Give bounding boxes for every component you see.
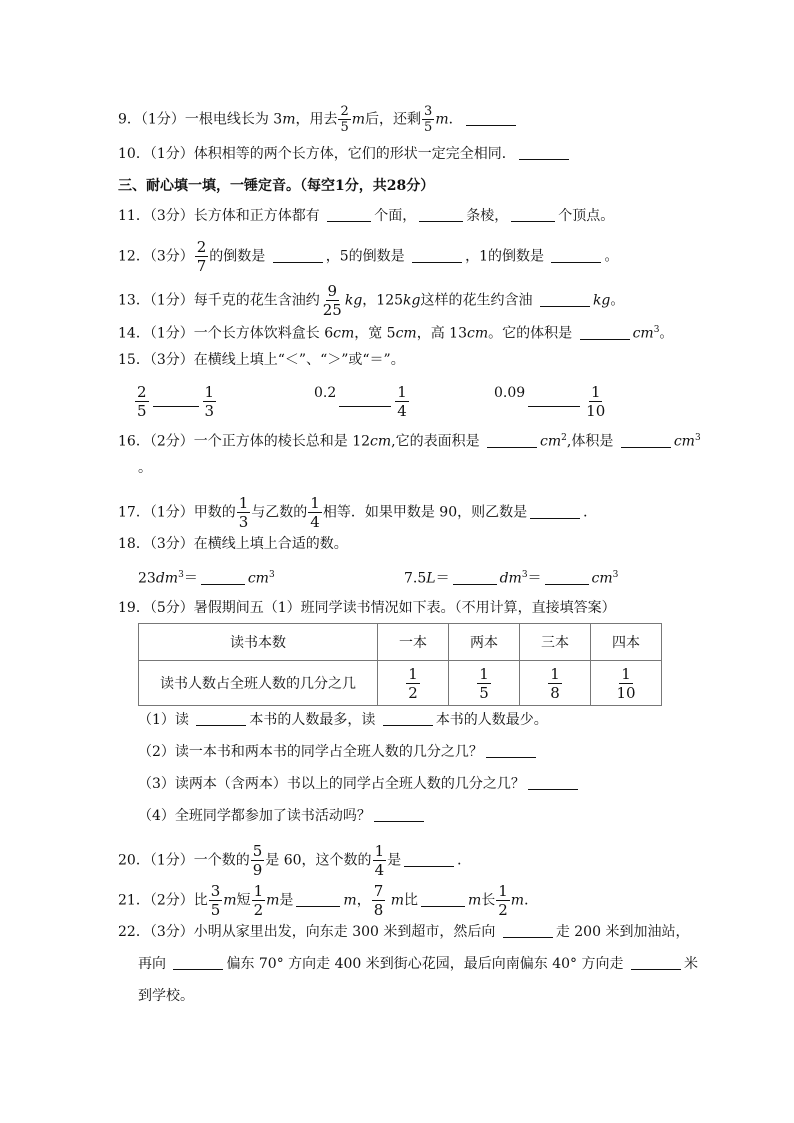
unit: m [467, 892, 482, 909]
answer-blank[interactable] [153, 392, 199, 407]
numerator: 1 [310, 494, 320, 512]
question-points: （3分） [149, 352, 194, 368]
question-22 [118, 922, 689, 942]
equals-sign: ＝ [527, 570, 542, 587]
compare-row [314, 382, 410, 420]
numerator: 9 [327, 282, 338, 300]
question-15 [118, 350, 405, 370]
question-11 [118, 206, 614, 226]
conversion-right [404, 565, 618, 589]
question-13 [118, 282, 624, 319]
question-text: 这样的花生约含油 [420, 292, 537, 309]
numerator: 1 [479, 664, 489, 683]
numerator: 2 [196, 238, 207, 256]
question-22-line-2 [138, 954, 698, 974]
answer-blank[interactable] [327, 207, 371, 222]
unit: dm [499, 570, 522, 587]
denominator: 4 [397, 401, 407, 420]
superscript: 3 [612, 570, 619, 580]
question-text: ，宽 5 [354, 325, 396, 342]
question-points: （1分） [140, 111, 185, 128]
answer-blank[interactable] [339, 392, 391, 407]
table-header: 两本 [449, 624, 520, 661]
question-text: 。 [604, 248, 619, 265]
question-text: ． [583, 504, 598, 521]
fraction [195, 238, 209, 275]
sub-question-4 [138, 806, 427, 826]
question-points: （3分） [149, 536, 194, 552]
question-text: ，125 [362, 292, 404, 309]
fraction [584, 383, 607, 420]
unit: kg [344, 292, 363, 309]
question-text: 比 [193, 892, 208, 909]
question-text: 一根电线长为 3 [184, 111, 283, 128]
question-text: 的倒数是 [209, 248, 270, 265]
question-text: （3）读两本（含两本）书以上的同学占全班人数的几分之几？ [138, 776, 525, 792]
question-text: （4）全班同学都参加了读书活动吗？ [138, 808, 371, 824]
question-points: （2分） [149, 433, 194, 450]
answer-blank[interactable] [419, 207, 463, 222]
unit: cm [673, 433, 695, 450]
superscript: 3 [521, 570, 528, 580]
unit: m [343, 892, 357, 909]
question-points: （2分） [149, 892, 194, 909]
fraction [422, 104, 434, 135]
numerator: 2 [340, 104, 349, 119]
unit: cm [540, 433, 562, 450]
fraction [251, 842, 265, 879]
question-text: 相等．如果甲数是 90，则乙数是 [322, 504, 528, 521]
equals-sign: ＝ [183, 570, 198, 587]
question-19 [118, 598, 616, 618]
answer-blank[interactable] [412, 248, 462, 263]
question-16 [118, 428, 701, 452]
question-points: （3分） [149, 208, 194, 224]
value: 23 [138, 570, 156, 587]
table-row-label: 读书人数占全班人数的几分之几 [139, 661, 378, 706]
question-text: ， [356, 892, 371, 909]
question-text: 偏东 70° 方向走 400 米到街心花园，最后向南偏东 40° 方向走 [226, 956, 628, 972]
question-number: 13． [118, 292, 150, 309]
question-number: 12． [118, 248, 150, 265]
question-text: 在横线上填上合适的数。 [193, 536, 348, 552]
denominator: 5 [137, 401, 147, 420]
question-text: 与乙数的 [251, 504, 308, 521]
answer-blank[interactable] [466, 111, 516, 126]
question-number: 20． [118, 852, 150, 869]
numerator: 1 [253, 882, 264, 900]
question-text: （1）读 [138, 712, 194, 728]
question-text: 。 [610, 292, 625, 309]
question-number: 11． [118, 208, 150, 224]
denominator: 5 [340, 120, 349, 135]
fraction [395, 383, 409, 420]
unit: cm [395, 325, 417, 342]
denominator: 10 [616, 683, 636, 702]
question-text: 在横线上填上“＜”、“＞”或“＝”。 [193, 352, 405, 368]
question-number: 21． [118, 892, 150, 909]
question-16-end: 。 [138, 460, 152, 476]
question-text: ,体积是 [566, 433, 618, 450]
question-number: 15． [118, 352, 150, 368]
answer-blank[interactable] [551, 248, 601, 263]
unit: kg [403, 292, 421, 309]
table-header: 四本 [591, 624, 662, 661]
question-text: ． [524, 892, 539, 909]
numerator: 1 [397, 382, 407, 401]
answer-blank[interactable] [580, 325, 630, 340]
question-number: 9． [118, 111, 141, 128]
question-points: （1分） [149, 325, 194, 342]
unit: m [435, 111, 449, 128]
numerator: 1 [590, 382, 601, 401]
question-21 [118, 882, 538, 919]
question-points: （1分） [149, 852, 194, 869]
denominator: 9 [252, 861, 263, 879]
question-text: 个面， [374, 208, 417, 224]
fraction [321, 282, 344, 319]
fraction [308, 494, 322, 531]
question-number: 22． [118, 924, 150, 940]
reading-table [138, 623, 662, 706]
answer-blank[interactable] [486, 743, 536, 758]
question-20 [118, 842, 471, 879]
compare-row [494, 382, 608, 420]
question-points: （1分） [149, 146, 194, 162]
sub-question-3 [138, 774, 581, 794]
superscript: 3 [178, 570, 184, 580]
answer-blank[interactable] [173, 955, 223, 970]
numerator: 1 [550, 664, 560, 683]
question-text: 是 [279, 892, 294, 909]
question-text: 小明从家里出发，向东走 300 米到超市，然后向 [193, 924, 500, 940]
unit: kg [592, 292, 611, 309]
answer-blank[interactable] [487, 433, 537, 448]
question-12 [118, 238, 618, 275]
equals-sign: ＝ [435, 570, 450, 587]
answer-blank[interactable] [540, 292, 590, 307]
answer-blank[interactable] [421, 892, 465, 907]
question-text: 一个正方体的棱长总和是 12 [193, 433, 371, 450]
unit: cm [591, 570, 613, 587]
numerator: 3 [210, 882, 221, 900]
denominator: 8 [373, 901, 384, 919]
question-points: （1分） [149, 292, 194, 309]
compare-row [134, 382, 217, 420]
question-text: 。 [659, 325, 674, 342]
question-9 [118, 104, 519, 135]
question-text: ,它的表面积是 [391, 433, 485, 450]
denominator: 5 [424, 120, 433, 135]
unit: m [390, 892, 404, 909]
question-text: 是 [387, 852, 402, 869]
question-17 [118, 494, 597, 531]
unit: cm [247, 570, 269, 587]
denominator: 2 [498, 901, 508, 919]
fraction [548, 665, 562, 702]
question-text: 后，还剩 [365, 111, 422, 128]
table-header: 三本 [520, 624, 591, 661]
answer-blank[interactable] [528, 392, 580, 407]
answer-blank[interactable] [545, 570, 589, 585]
question-points: （3分） [149, 248, 194, 265]
numerator: 1 [408, 664, 418, 683]
answer-blank[interactable] [383, 711, 433, 726]
question-text: 再向 [138, 956, 171, 972]
question-text: 一个长方体饮料盒长 6 [193, 325, 334, 342]
unit: dm [155, 570, 179, 587]
denominator: 25 [322, 301, 342, 319]
denominator: 4 [310, 513, 320, 531]
sub-question-1 [138, 710, 548, 730]
answer-blank[interactable] [528, 775, 578, 790]
unit: cm [333, 325, 355, 342]
fraction [373, 842, 387, 879]
unit: cm [466, 325, 489, 342]
denominator: 5 [210, 901, 221, 919]
question-number: 19． [118, 600, 150, 616]
question-text: 一个数的 [193, 852, 250, 869]
value: 7.5 [404, 570, 427, 587]
fraction [477, 665, 491, 702]
question-text: 个顶点。 [558, 208, 615, 224]
fraction [338, 104, 350, 135]
superscript: 3 [653, 325, 660, 335]
fraction [496, 882, 510, 919]
table-cell [378, 661, 449, 706]
question-text: ． [448, 111, 463, 128]
numerator: 5 [252, 842, 263, 860]
question-text: 体积相等的两个长方体，它们的形状一定完全相同． [193, 146, 516, 162]
answer-blank[interactable] [273, 248, 323, 263]
question-points: （1分） [149, 504, 194, 521]
answer-blank[interactable] [503, 923, 553, 938]
answer-blank[interactable] [519, 145, 569, 160]
value: 0.2 [314, 385, 337, 401]
question-number: 10． [118, 146, 150, 162]
denominator: 3 [238, 513, 249, 531]
question-text: ，5的倒数是 [325, 248, 410, 265]
conversion-left [138, 565, 275, 589]
unit: L [426, 570, 436, 587]
unit: m [351, 111, 366, 128]
question-number: 14． [118, 325, 150, 342]
superscript: 2 [561, 433, 567, 443]
answer-blank[interactable] [296, 892, 340, 907]
question-text: ，高 13 [416, 325, 467, 342]
question-14 [118, 320, 673, 344]
question-text: 本书的人数最多，读 [249, 712, 380, 728]
question-points: （5分） [149, 600, 194, 616]
numerator: 2 [137, 382, 147, 401]
fraction [135, 383, 149, 420]
question-10 [118, 144, 572, 164]
fraction [406, 665, 420, 702]
numerator: 7 [373, 882, 384, 900]
table-header: 读书本数 [139, 624, 378, 661]
question-text: 短 [236, 892, 251, 909]
superscript: 3 [694, 433, 701, 443]
fraction [614, 665, 637, 702]
answer-blank[interactable] [453, 570, 497, 585]
question-points: （3分） [149, 924, 194, 940]
denominator: 7 [196, 257, 207, 275]
question-18 [118, 534, 348, 554]
question-text: 每千克的花生含油约 [193, 292, 320, 309]
value: 0.09 [494, 385, 526, 401]
denominator: 2 [253, 901, 264, 919]
question-text: 条棱， [466, 208, 509, 224]
answer-blank[interactable] [201, 570, 245, 585]
fraction [203, 383, 217, 420]
denominator: 5 [479, 683, 489, 702]
question-text: ． [457, 852, 472, 869]
unit: m [223, 892, 237, 909]
numerator: 1 [238, 494, 249, 512]
numerator: 1 [621, 664, 631, 683]
denominator: 4 [374, 861, 385, 879]
denominator: 10 [586, 401, 606, 420]
fraction [372, 882, 386, 919]
unit: m [510, 892, 525, 909]
question-text: 比 [403, 892, 418, 909]
question-text: 走 200 米到加油站， [555, 924, 690, 940]
numerator: 1 [204, 382, 215, 401]
question-text: ，1的倒数是 [465, 248, 549, 265]
unit: m [266, 892, 280, 909]
numerator: 1 [374, 842, 385, 860]
answer-blank[interactable] [404, 852, 454, 867]
question-text: 暑假期间五（1）班同学读书情况如下表。（不用计算，直接填答案） [193, 600, 616, 616]
answer-blank[interactable] [511, 207, 555, 222]
question-text: 长方体和正方体都有 [193, 208, 325, 224]
table-header: 一本 [378, 624, 449, 661]
fraction [252, 882, 266, 919]
section-3-title: 三、耐心填一填，一锤定音。（每空1分，共28分） [118, 178, 435, 194]
table-cell [591, 661, 662, 706]
question-text: 长 [481, 892, 496, 909]
question-number: 16． [118, 433, 150, 450]
question-text: 。它的体积是 [488, 325, 577, 342]
question-text: ，用去 [295, 111, 338, 128]
fraction [209, 882, 223, 919]
table-cell [520, 661, 591, 706]
fraction [237, 494, 251, 531]
denominator: 3 [204, 401, 215, 420]
answer-blank[interactable] [374, 807, 424, 822]
question-text: （2）读一本书和两本书的同学占全班人数的几分之几？ [138, 744, 483, 760]
question-text: 米 [683, 956, 698, 972]
unit: cm [370, 433, 392, 450]
denominator: 8 [550, 683, 560, 702]
superscript: 3 [268, 570, 275, 580]
unit: cm [632, 325, 654, 342]
question-text: 是 60，这个数的 [265, 852, 372, 869]
answer-blank[interactable] [196, 711, 246, 726]
denominator: 2 [408, 683, 418, 702]
answer-blank[interactable] [621, 433, 671, 448]
question-text: 本书的人数最少。 [435, 712, 548, 728]
question-22-line-3: 到学校。 [138, 988, 194, 1004]
table-cell [449, 661, 520, 706]
sub-question-2 [138, 742, 539, 762]
numerator: 3 [424, 104, 433, 119]
answer-blank[interactable] [530, 504, 580, 519]
unit: m [282, 111, 296, 128]
answer-blank[interactable] [631, 955, 681, 970]
question-number: 17． [118, 504, 150, 521]
question-number: 18． [118, 536, 150, 552]
numerator: 1 [498, 882, 508, 900]
question-text: 甲数的 [193, 504, 236, 521]
